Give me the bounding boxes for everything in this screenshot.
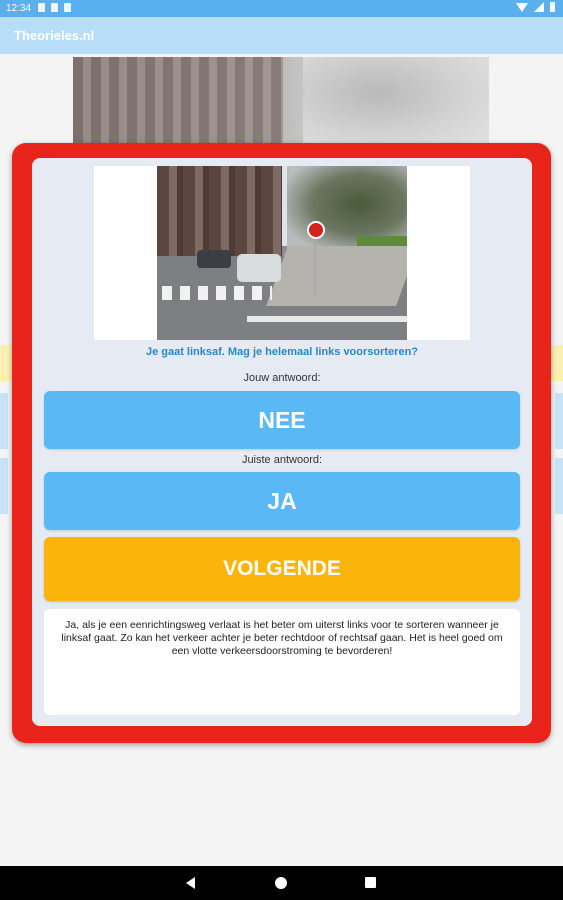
app-title: Theorieles.nl (14, 28, 95, 43)
status-bar (0, 0, 563, 17)
status-time: 12:34 (6, 3, 32, 14)
question-text: Je gaat linksaf. Mag je helemaal links voorsorteren? (145, 346, 419, 358)
status-right (516, 2, 555, 12)
wifi-icon (516, 3, 528, 12)
result-dialog (12, 143, 551, 743)
question-photo (157, 166, 407, 340)
your-answer-label: Jouw antwoord: (243, 372, 321, 384)
nav-recent-icon[interactable] (365, 877, 376, 888)
battery-icon (550, 2, 555, 12)
correct-answer-button[interactable]: JA (44, 472, 520, 530)
your-answer-button[interactable]: NEE (44, 391, 520, 449)
background-question-photo (73, 57, 489, 147)
signal-icon (534, 2, 544, 12)
app-bar (0, 17, 563, 54)
notification-icons (38, 3, 71, 12)
nav-home-icon[interactable] (275, 877, 287, 889)
next-button[interactable]: VOLGENDE (44, 537, 520, 601)
photo-dark-car (197, 250, 231, 268)
download-icon (64, 3, 71, 12)
photo-stop-line (247, 316, 407, 322)
notification-icon (38, 3, 45, 12)
correct-answer-label: Juiste antwoord: (241, 454, 323, 466)
photo-sidewalk (266, 246, 407, 306)
background-answer-card (0, 458, 8, 514)
background-trees (303, 57, 489, 147)
photo-silver-car (237, 254, 281, 282)
background-buildings (73, 57, 283, 147)
nav-back-icon[interactable] (186, 877, 195, 889)
result-dialog-content (32, 158, 532, 726)
explanation-text: Ja, als je een eenrichtingsweg verlaat is het beter om uiterst links voor te sorteren wanneer je linksaf gaat. Zo kan het verkeer achter je beter rechtdoor of rechtsaf gaan. Het is heel goed om een vlotte verkeersdoorstroming te bevorderen! (44, 609, 520, 715)
no-entry-sign-icon (307, 221, 325, 239)
system-nav-bar (0, 866, 563, 900)
background-answer-card (0, 393, 8, 449)
photo-zebra-crossing (162, 286, 272, 300)
sim-icon (51, 3, 58, 12)
photo-sign-pole (314, 236, 316, 296)
question-photo-container (94, 166, 470, 340)
background-answer-card (555, 458, 563, 514)
background-answer-card (555, 393, 563, 449)
